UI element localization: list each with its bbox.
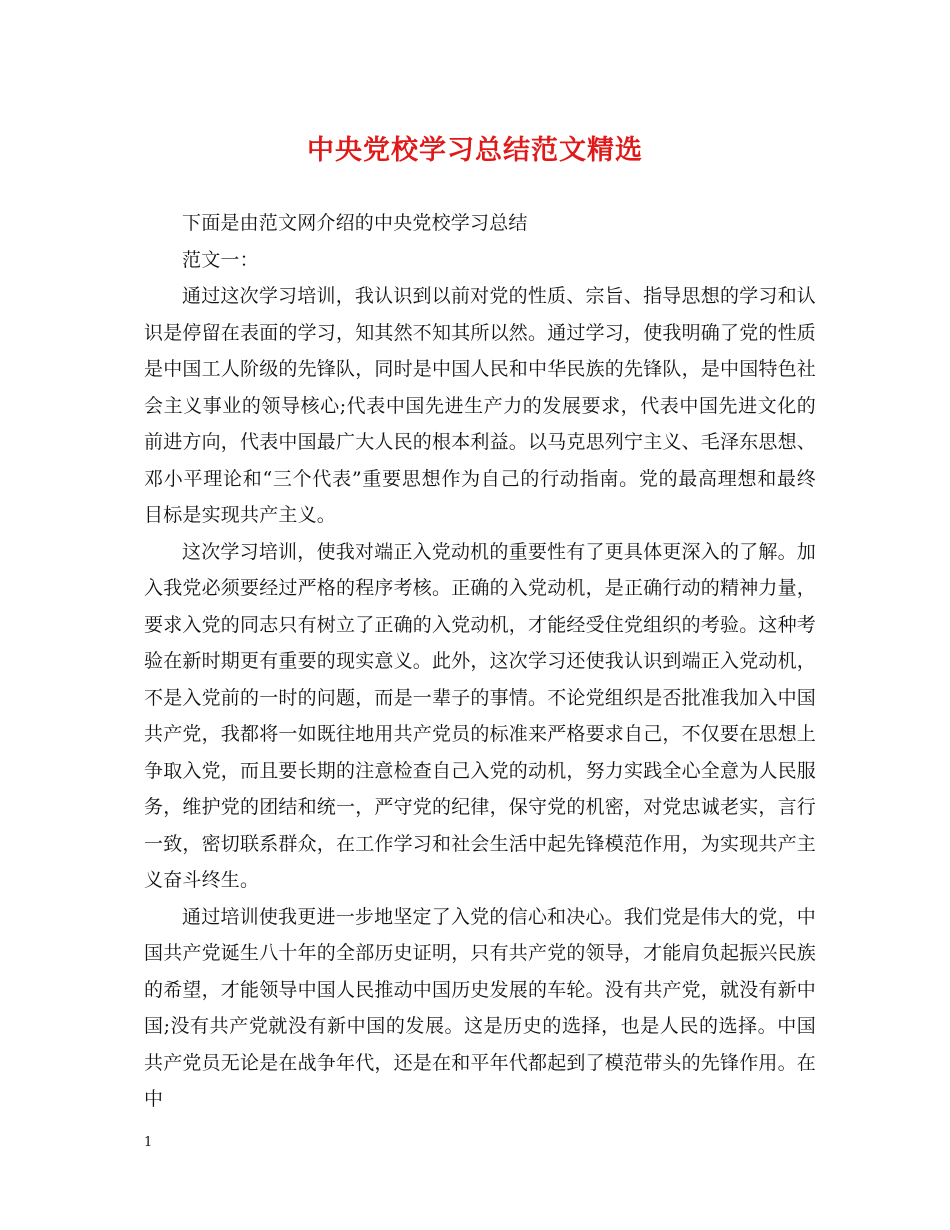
body-paragraph: 这次学习培训，使我对端正入党动机的重要性有了更具体更深入的了解。加入我党必须要经过严格的程序考核。正确的入党动机，是正确行动的精神力量，要求入党的同志只有树立了正确的入党动机，才能经受住党组织的考验。这种考验在新时期更有重要的现实意义。此外，这次学习还使我认识到端正入党动机，不是入党前的一时的问题，而是一辈子的事情。不论党组织是否批准我加入中国共产党，我都将一如既往地用共产党员的标准来严格要求自己，不仅要在思想上争取入党，而且要长期的注意检查自己入党的动机，努力实践全心全意为人民服务，维护党的团结和统一，严守党的纪律，保守党的机密，对党忠诚老实，言行一致，密切联系群众，在工作学习和社会生活中起先锋模范作用，为实现共产主义奋斗终生。 (144, 540, 817, 891)
document-title: 中央党校学习总结范文精选 (307, 135, 643, 166)
body-paragraph: 通过培训使我更进一步地坚定了入党的信心和决心。我们党是伟大的党，中国共产党诞生八十年的全部历史证明，只有共产党的领导，才能肩负起振兴民族的希望，才能领导中国人民推动中国历史发展的车轮。没有共产党，就没有新中国;没有共产党就没有新中国的发展。这是历史的选择，也是人民的选择。中国共产党员无论是在战争年代，还是在和平年代都起到了模范带头的先锋作用。在中 (144, 905, 817, 1110)
body-paragraph: 范文一： (182, 248, 259, 271)
page-number: 1 (144, 1135, 153, 1150)
document-body (144, 205, 816, 1118)
body-paragraph: 下面是由范文网介绍的中央党校学习总结 (182, 212, 528, 234)
body-paragraph: 通过这次学习培训，我认识到以前对党的性质、宗旨、指导思想的学习和认识是停留在表面的学习，知其然不知其所以然。通过学习，使我明确了党的性质是中国工人阶级的先锋队，同时是中国人民和中华民族的先锋队，是中国特色社会主义事业的领导核心;代表中国先进生产力的发展要求，代表中国先进文化的前进方向，代表中国最广大人民的根本利益。以马克思列宁主义、毛泽东思想、邓小平理论和“三个代表”重要思想作为自己的行动指南。党的最高理想和最终目标是实现共产主义。 (144, 285, 817, 526)
